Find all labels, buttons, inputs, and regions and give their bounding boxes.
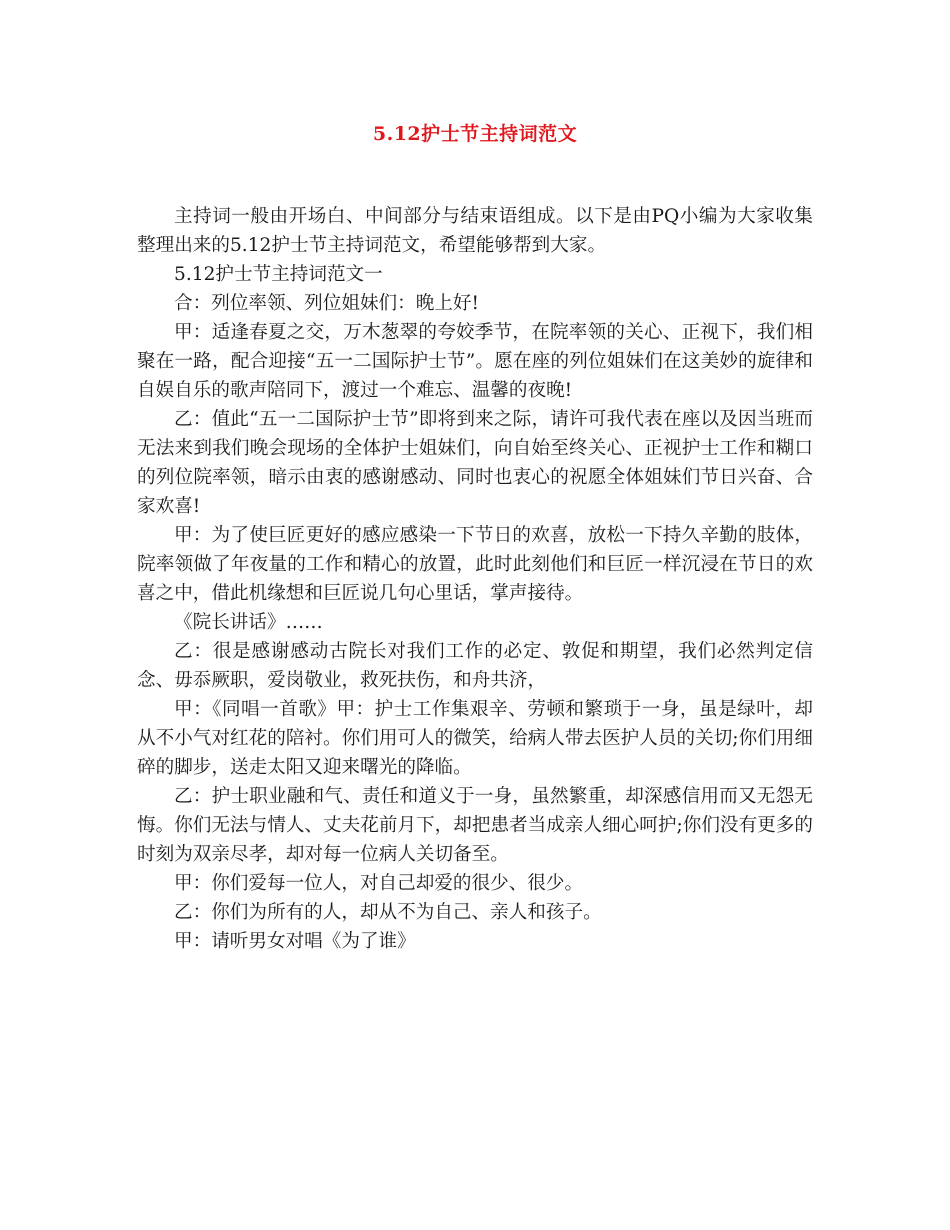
paragraph: 甲：你们爱每一位人，对自己却爱的很少、很少。 — [174, 873, 584, 894]
section-heading: 5.12护士节主持词范文一 — [174, 264, 383, 285]
paragraph-intro: 主持词一般由开场白、中间部分与结束语组成。以下是由PQ小编为大家收集整理出来的5.12护士节主持词范文，希望能够帮到大家。 — [137, 206, 813, 256]
paragraph: 乙：值此“五一二国际护士节”即将到来之际，请许可我代表在座以及因当班而无法来到我们晚会现场的全体护士姐妹们，向自始至终关心、正视护士工作和糊口的列位院率领，暗示由衷的感谢感动、同时也衷心的祝愿全体姐妹们节日兴奋、合家欢喜! — [137, 409, 813, 517]
paragraph: 甲：适逢春夏之交，万木葱翠的夸姣季节，在院率领的关心、正视下，我们相聚在一路，配合迎接“五一二国际护士节”。愿在座的列位姐妹们在这美妙的旋律和自娱自乐的歌声陪同下，渡过一个难忘、温馨的夜晚! — [137, 322, 813, 401]
paragraph: 甲：请听男女对唱《为了谁》 — [174, 931, 416, 952]
paragraph: 乙：护士职业融和气、责任和道义于一身，虽然繁重，却深感信用而又无怨无悔。你们无法与情人、丈夫花前月下，却把患者当成亲人细心呵护;你们没有更多的时刻为双亲尽孝，却对每一位病人关切备至。 — [137, 786, 813, 865]
document-page — [137, 118, 813, 956]
paragraph: 甲：为了使巨匠更好的感应感染一下节日的欢喜，放松一下持久辛勤的肢体，院率领做了年夜量的工作和精心的放置，此时此刻他们和巨匠一样沉浸在节日的欢喜之中，借此机缘想和巨匠说几句心里话，掌声接待。 — [137, 525, 813, 604]
paragraph: 甲：《同唱一首歌》甲：护士工作集艰辛、劳顿和繁琐于一身，虽是绿叶，却从不小气对红花的陪衬。你们用可人的微笑，给病人带去医护人员的关切;你们用细碎的脚步，送走太阳又迎来曙光的降临。 — [137, 699, 813, 778]
paragraph: 乙：很是感谢感动古院长对我们工作的必定、敦促和期望，我们必然判定信念、毋忝厥职，爱岗敬业，救死扶伤，和舟共济， — [137, 641, 813, 691]
paragraph-greeting: 合：列位率领、列位姐妹们：晚上好! — [174, 293, 479, 314]
paragraph: 乙：你们为所有的人，却从不为自己、亲人和孩子。 — [174, 902, 602, 923]
document-title: 5.12护士节主持词范文 — [372, 123, 578, 145]
paragraph-program-item: 《院长讲话》…… — [174, 612, 323, 633]
